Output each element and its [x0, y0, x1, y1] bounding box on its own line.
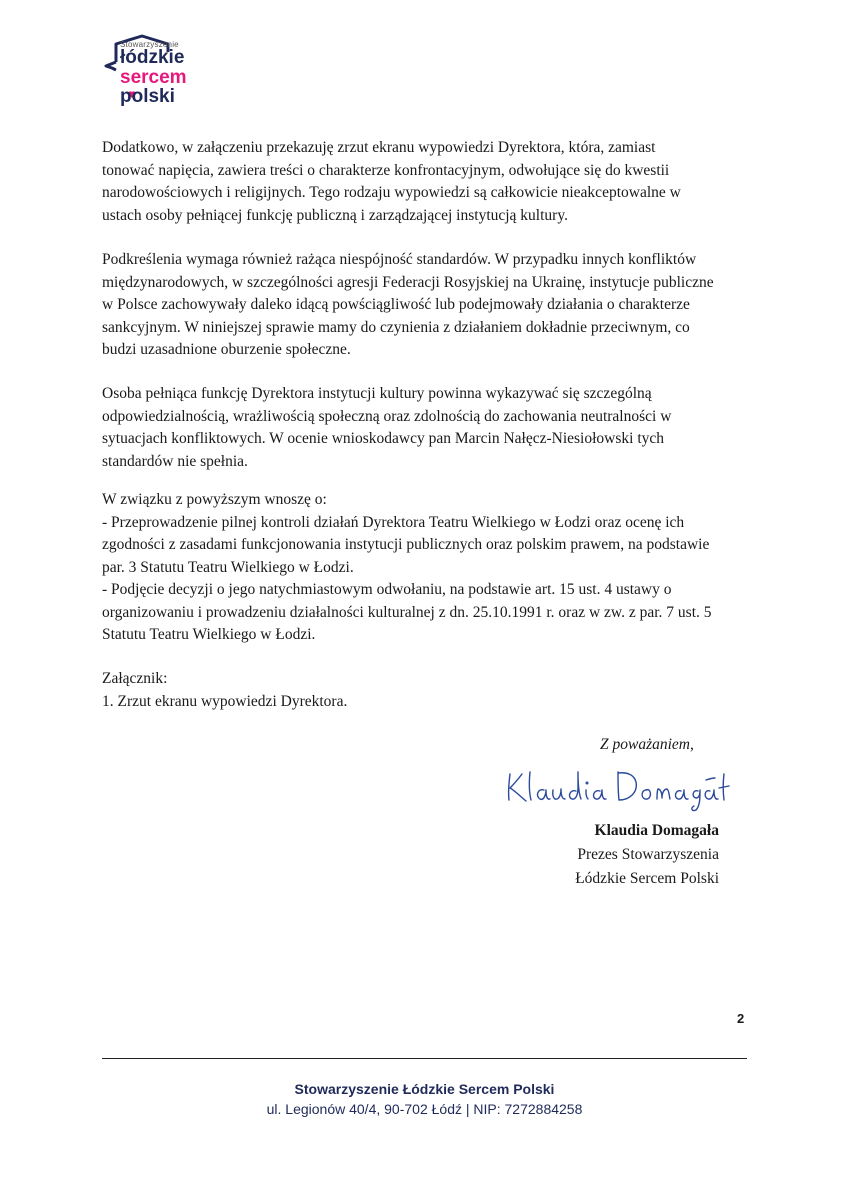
text-line: zgodności z zasadami funkcjonowania instytucji publicznych oraz polskim prawem, na podstawie — [102, 536, 710, 553]
text-line: organizowaniu i prowadzeniu działalności kulturalnej z dn. 25.10.1991 r. oraz w zw. z par. 7 ust. 5 — [102, 603, 712, 621]
text-line: odpowiedzialnością, wrażliwością społeczną oraz zdolnością do zachowania neutralności w — [102, 407, 672, 425]
text-line: standardów nie spełnia. — [102, 452, 248, 470]
logo-line-2: sercem — [120, 67, 187, 88]
signatory-organization: Łódzkie Sercem Polski — [575, 870, 719, 887]
text-line: Statutu Teatru Wielkiego w Łodzi. — [102, 626, 316, 643]
text-line: sankcyjnym. W niniejszej sprawie mamy do czynienia z działaniem dokładnie przeciwnym, co — [102, 318, 690, 336]
text-line: - Podjęcie decyzji o jego natychmiastowym odwołaniu, na podstawie art. 15 ust. 4 ustawy o — [102, 581, 672, 598]
text-line: Podkreślenia wymaga również rażąca niespójność standardów. W przypadku innych konfliktów — [102, 251, 697, 268]
footer-organization-name: Stowarzyszenie Łódzkie Sercem Polski — [294, 1081, 555, 1097]
signatory-role: Prezes Stowarzyszenia — [577, 846, 719, 863]
paragraph-requests — [102, 489, 747, 647]
text-line: w Polsce zachowywały daleko idącą powściągliwość lub podejmowały działania o charakterze — [102, 296, 690, 313]
paragraph-attachments — [102, 668, 747, 713]
organization-logo — [102, 34, 212, 110]
text-line: ustach osoby pełniącej funkcję publiczną i zarządzającej instytucją kultury. — [102, 206, 568, 224]
logo-line-1: łódzkie — [120, 47, 185, 68]
text-line: Dodatkowo, w załączeniu przekazuję zrzut ekranu wypowiedzi Dyrektora, która, zamiast — [102, 139, 656, 156]
paragraph-standards-inconsistency — [102, 249, 747, 362]
paragraph-screenshot-reference — [102, 137, 747, 227]
logo-small-text: Stowarzyszenie — [120, 40, 179, 49]
text-line: W związku z powyższym wnoszę o: — [102, 491, 327, 508]
handwritten-signature — [500, 760, 730, 817]
signature-block — [575, 819, 719, 891]
logo-line-3: polski — [120, 86, 175, 107]
footer-address: ul. Legionów 40/4, 90-702 Łódź | NIP: 7272884258 — [266, 1101, 583, 1117]
text-line: 1. Zrzut ekranu wypowiedzi Dyrektora. — [102, 692, 348, 710]
text-line: sytuacjach konfliktowych. W ocenie wnioskodawcy pan Marcin Nałęcz-Niesiołowski tych — [102, 430, 665, 447]
paragraph-director-responsibility — [102, 383, 747, 473]
text-line: międzynarodowych, w szczególności agresji Federacji Rosyjskiej na Ukrainę, instytucje publiczne — [102, 273, 714, 291]
signatory-name: Klaudia Domagała — [594, 822, 719, 839]
closing-salutation: Z poważaniem, — [600, 736, 694, 753]
text-line: tonować napięcia, zawiera treści o charakterze konfrontacyjnym, odwołujące się do kwestii — [102, 161, 670, 179]
footer-divider — [102, 1058, 747, 1059]
text-line: budzi uzasadnione oburzenie społeczne. — [102, 341, 351, 358]
page-number: 2 — [737, 1011, 745, 1026]
text-line: Załącznik: — [102, 670, 168, 687]
text-line: narodowościowych i religijnych. Tego rodzaju wypowiedzi są całkowicie nieakceptowalne w — [102, 184, 681, 201]
text-line: - Przeprowadzenie pilnej kontroli działań Dyrektora Teatru Wielkiego w Łodzi oraz ocenę ich — [102, 513, 685, 531]
text-line: par. 3 Statutu Teatru Wielkiego w Łodzi. — [102, 558, 354, 576]
text-line: Osoba pełniąca funkcję Dyrektora instytucji kultury powinna wykazywać się szczególną — [102, 385, 652, 402]
